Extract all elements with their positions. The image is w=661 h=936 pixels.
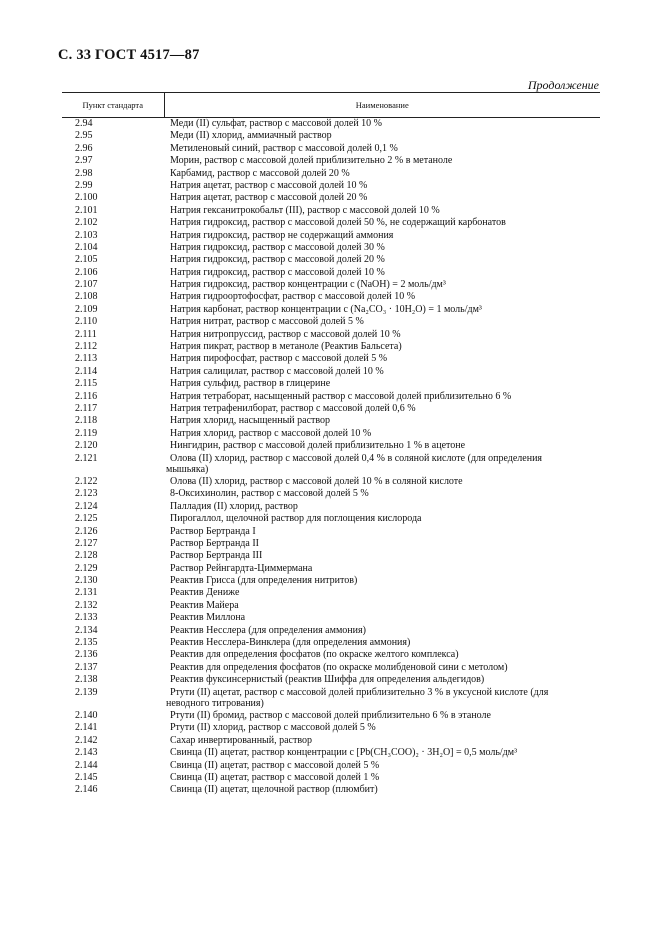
continuation-label: Продолжение — [527, 78, 599, 92]
table-row — [62, 476, 600, 488]
item-name-continuation: мышьяка) — [166, 463, 209, 475]
item-name: Меди (II) сульфат, раствор с массовой долей 10 % — [170, 118, 383, 129]
item-name: Натрия гидроксид, раствор с массовой долей 50 %, не содержащий карбонатов — [170, 217, 506, 229]
table-row — [62, 710, 600, 722]
item-number: 2.107 — [75, 279, 98, 291]
item-name-cell — [164, 254, 600, 266]
table-row — [62, 192, 600, 204]
item-number: 2.102 — [75, 217, 98, 229]
item-name-cell — [164, 501, 600, 513]
item-name-cell — [164, 453, 600, 476]
table-row — [62, 637, 600, 649]
item-name: Реактив Несслера-Винклера (для определения аммония) — [170, 637, 411, 649]
item-name: Раствор Бертранда III — [170, 550, 263, 562]
item-name: Натрия гидроксид, раствор не содержащий аммония — [170, 229, 394, 241]
item-number: 2.101 — [75, 204, 98, 216]
table-row — [62, 242, 600, 254]
item-name: Раствор Бертранда II — [170, 537, 259, 549]
table-row — [62, 600, 600, 612]
item-number: 2.143 — [75, 747, 98, 759]
item-number: 2.123 — [75, 488, 98, 500]
item-name: Палладия (II) хлорид, раствор — [170, 500, 298, 512]
item-number: 2.112 — [75, 341, 98, 353]
table-body — [62, 118, 600, 797]
item-number: 2.117 — [75, 402, 98, 414]
table-row — [62, 428, 600, 440]
item-name-cell — [164, 526, 600, 538]
item-name-cell — [164, 155, 600, 167]
table-row — [62, 267, 600, 279]
item-name: Натрия гидроксид, раствор концентрации c (NaOH) = 2 моль/дм³ — [170, 279, 446, 291]
item-number: 2.133 — [75, 612, 98, 624]
item-number: 2.118 — [75, 415, 98, 427]
item-number: 2.140 — [75, 709, 98, 721]
item-name: Олова (II) хлорид, раствор с массовой долей 10 % в соляной кислоте — [170, 475, 463, 487]
table-row — [62, 155, 600, 167]
item-name-cell — [164, 612, 600, 624]
item-number: 2.137 — [75, 661, 98, 673]
item-name-cell — [164, 772, 600, 784]
item-name: Натрия нитропруссид, раствор с массовой долей 10 % — [170, 328, 401, 340]
item-number: 2.94 — [75, 118, 93, 129]
item-name-cell — [164, 538, 600, 550]
item-name: Карбамид, раствор с массовой долей 20 % — [170, 167, 350, 179]
table-row — [62, 168, 600, 180]
item-name: Реактив Миллона — [170, 612, 246, 624]
item-name: Меди (II) хлорид, аммиачный раствор — [170, 130, 332, 142]
item-number: 2.132 — [75, 599, 98, 611]
item-name-cell — [164, 784, 600, 796]
table-row — [62, 760, 600, 772]
item-name: Натрия ацетат, раствор с массовой долей 10 % — [170, 179, 368, 191]
item-name-cell — [164, 662, 600, 674]
table-row — [62, 784, 600, 796]
item-name: Натрия тетраборат, насыщенный раствор с массовой долей приблизительно 6 % — [170, 390, 512, 402]
column-header-name: Наименование — [164, 93, 600, 118]
item-number: 2.124 — [75, 500, 98, 512]
item-number: 2.128 — [75, 550, 98, 562]
item-name: Реактив Дениже — [170, 587, 240, 599]
table-row — [62, 563, 600, 575]
item-name: Натрия тетрафенилборат, раствор с массовой долей 0,6 % — [170, 402, 416, 414]
item-name: Реактив фуксинсернистый (реактив Шиффа для определения альдегидов) — [170, 674, 485, 686]
item-name: Раствор Рейнгардта-Циммермана — [170, 562, 313, 574]
item-name: Натрия гексанитрокобальт (III), раствор с массовой долей 10 % — [170, 204, 440, 216]
table-row — [62, 415, 600, 427]
item-name-cell — [164, 291, 600, 303]
table-row — [62, 130, 600, 142]
item-name-cell — [164, 230, 600, 242]
item-name-cell — [164, 649, 600, 661]
item-number: 2.114 — [75, 365, 98, 377]
item-number: 2.129 — [75, 562, 98, 574]
table-row — [62, 674, 600, 686]
item-number: 2.145 — [75, 771, 98, 783]
item-number: 2.113 — [75, 353, 98, 365]
table-row — [62, 538, 600, 550]
table-row — [62, 625, 600, 637]
item-number: 2.111 — [75, 328, 97, 340]
item-number: 2.109 — [75, 303, 98, 315]
page-title: С. 33 ГОСТ 4517—87 — [58, 47, 200, 63]
table-row — [62, 488, 600, 500]
item-number: 2.136 — [75, 649, 98, 661]
item-name: Свинца (II) ацетат, раствор концентрации c [Pb(CH₃COO)₂ · 3H₂O] = 0,5 моль/дм³ — [170, 747, 518, 759]
item-name: Натрия пикрат, раствор в метаноле (Реактив Бальсета) — [170, 341, 402, 353]
item-name: Метиленовый синий, раствор с массовой долей 0,1 % — [170, 142, 398, 154]
item-name: Натрия хлорид, раствор с массовой долей 10 % — [170, 427, 372, 439]
reagents-table — [62, 92, 600, 797]
item-name: Натрия пирофосфат, раствор с массовой долей 5 % — [170, 353, 388, 365]
item-name: Натрия сульфид, раствор в глицерине — [170, 378, 331, 390]
item-number: 2.96 — [75, 142, 93, 154]
item-number: 2.141 — [75, 722, 98, 734]
table-row — [62, 526, 600, 538]
item-name-cell — [164, 329, 600, 341]
item-number: 2.103 — [75, 229, 98, 241]
item-name-cell — [164, 600, 600, 612]
item-number: 2.100 — [75, 192, 98, 204]
item-name: Натрия карбонат, раствор концентрации c (Na₂CO₃ · 10H₂O) = 1 моль/дм³ — [170, 303, 482, 315]
item-name-cell — [164, 180, 600, 192]
item-number: 2.146 — [75, 784, 98, 796]
table-row — [62, 291, 600, 303]
item-name: Реактив для определения фосфатов (по окраске молибденовой сини с метолом) — [170, 661, 508, 673]
table-row — [62, 118, 600, 131]
item-name-cell — [164, 710, 600, 722]
item-number: 2.115 — [75, 378, 98, 390]
item-number: 2.135 — [75, 637, 98, 649]
table-row — [62, 341, 600, 353]
item-name-cell — [164, 760, 600, 772]
item-name-cell — [164, 304, 600, 316]
item-number: 2.125 — [75, 513, 98, 525]
item-number: 2.142 — [75, 734, 98, 746]
table-row — [62, 772, 600, 784]
table-row — [62, 230, 600, 242]
item-name-cell — [164, 341, 600, 353]
item-name-cell — [164, 205, 600, 217]
table-row — [62, 649, 600, 661]
item-number: 2.104 — [75, 241, 98, 253]
item-number: 2.108 — [75, 291, 98, 303]
item-name-cell — [164, 242, 600, 254]
item-name-cell — [164, 217, 600, 229]
item-name: Натрия салицилат, раствор с массовой долей 10 % — [170, 365, 384, 377]
item-name-cell — [164, 403, 600, 415]
item-number: 2.126 — [75, 525, 98, 537]
item-name-cell — [164, 440, 600, 452]
item-number: 2.127 — [75, 537, 98, 549]
item-name-cell — [164, 625, 600, 637]
table-row — [62, 453, 600, 476]
item-number: 2.116 — [75, 390, 98, 402]
item-name: Натрия гидроксид, раствор с массовой долей 20 % — [170, 254, 385, 266]
item-name-cell — [164, 415, 600, 427]
item-number: 2.134 — [75, 624, 98, 636]
item-name-cell — [164, 391, 600, 403]
item-name-cell — [164, 353, 600, 365]
item-name-cell — [164, 513, 600, 525]
item-name: 8-Оксихинолин, раствор с массовой долей 5 % — [170, 488, 369, 500]
item-number: 2.110 — [75, 316, 98, 328]
table-row — [62, 279, 600, 291]
table-row — [62, 403, 600, 415]
item-number: 2.139 — [75, 686, 98, 698]
item-name-cell — [164, 637, 600, 649]
item-name-cell — [164, 722, 600, 734]
table-row — [62, 316, 600, 328]
item-name: Реактив Майера — [170, 599, 239, 611]
item-name-cell — [164, 575, 600, 587]
item-name: Пирогаллол, щелочной раствор для поглощения кислорода — [170, 513, 422, 525]
item-name: Нингидрин, раствор с массовой долей приблизительно 1 % в ацетоне — [170, 440, 466, 452]
item-name — [166, 687, 600, 709]
item-name-cell — [164, 488, 600, 500]
table-row — [62, 722, 600, 734]
table-row — [62, 735, 600, 747]
item-name-cell — [164, 143, 600, 155]
table-row — [62, 662, 600, 674]
table-row — [62, 329, 600, 341]
item-name: Ртути (II) бромид, раствор с массовой долей приблизительно 6 % в этаноле — [170, 709, 491, 721]
item-name-cell — [164, 118, 600, 131]
table-row — [62, 575, 600, 587]
item-name: Раствор Бертранда I — [170, 525, 256, 537]
table-row — [62, 378, 600, 390]
item-name: Натрия гидроксид, раствор с массовой долей 10 % — [170, 266, 385, 278]
item-name: Ртути (II) хлорид, раствор с массовой долей 5 % — [170, 722, 376, 734]
item-name-cell — [164, 366, 600, 378]
item-name-cell — [164, 674, 600, 686]
item-name-cell — [164, 279, 600, 291]
item-number: 2.122 — [75, 475, 98, 487]
item-number: 2.99 — [75, 179, 93, 191]
item-name-cell — [164, 687, 600, 710]
item-name: Натрия гидроортофосфат, раствор с массовой долей 10 % — [170, 291, 416, 303]
item-name-cell — [164, 378, 600, 390]
item-name-cell — [164, 130, 600, 142]
table-row — [62, 180, 600, 192]
item-name-cell — [164, 476, 600, 488]
item-name-cell — [164, 192, 600, 204]
table-row — [62, 353, 600, 365]
table-row — [62, 587, 600, 599]
table-row — [62, 217, 600, 229]
item-name: Реактив для определения фосфатов (по окраске желтого комплекса) — [170, 649, 459, 661]
table-row — [62, 550, 600, 562]
item-name: Свинца (II) ацетат, раствор с массовой долей 5 % — [170, 759, 380, 771]
item-number: 2.138 — [75, 674, 98, 686]
table-row — [62, 143, 600, 155]
item-name: Натрия ацетат, раствор с массовой долей 20 % — [170, 192, 368, 204]
item-number: 2.144 — [75, 759, 98, 771]
item-name-cell — [164, 168, 600, 180]
table-row — [62, 747, 600, 759]
item-name: Натрия гидроксид, раствор с массовой долей 30 % — [170, 241, 385, 253]
item-number: 2.105 — [75, 254, 98, 266]
table-row — [62, 513, 600, 525]
item-name-cell — [164, 428, 600, 440]
item-name: Свинца (II) ацетат, раствор с массовой долей 1 % — [170, 771, 380, 783]
item-name — [166, 453, 600, 475]
item-number: 2.95 — [75, 130, 93, 142]
item-name: Свинца (II) ацетат, щелочной раствор (плюмбит) — [170, 784, 378, 796]
item-name: Реактив Несслера (для определения аммония) — [170, 624, 366, 636]
item-number: 2.120 — [75, 440, 98, 452]
item-name-cell — [164, 316, 600, 328]
item-name-continuation: неводного титрования) — [166, 697, 264, 709]
item-name-cell — [164, 735, 600, 747]
item-name-cell — [164, 267, 600, 279]
table-row — [62, 612, 600, 624]
item-name: Натрия нитрат, раствор с массовой долей 5 % — [170, 316, 364, 328]
item-name-first-line: Олова (II) хлорид, раствор с массовой долей 0,4 % в соляной кислоте (для определения — [170, 452, 543, 464]
column-header-number: Пункт стандарта — [62, 93, 164, 118]
table-row — [62, 440, 600, 452]
table-header-row — [62, 93, 600, 118]
item-name: Сахар инвертированный, раствор — [170, 734, 313, 746]
item-name: Реактив Грисса (для определения нитритов) — [170, 575, 358, 587]
item-name: Морин, раствор с массовой долей приблизительно 2 % в метаноле — [170, 155, 453, 167]
item-number: 2.106 — [75, 266, 98, 278]
item-number: 2.131 — [75, 587, 98, 599]
item-number: 2.98 — [75, 167, 93, 179]
item-number: 2.121 — [75, 452, 98, 464]
item-name-first-line: Ртути (II) ацетат, раствор с массовой долей приблизительно 3 % в уксусной кислоте (для — [170, 686, 549, 698]
item-number: 2.97 — [75, 155, 93, 167]
item-number: 2.119 — [75, 427, 98, 439]
table-row — [62, 687, 600, 710]
table-row — [62, 391, 600, 403]
item-name-cell — [164, 550, 600, 562]
table-row — [62, 254, 600, 266]
table-row — [62, 501, 600, 513]
item-name-cell — [164, 587, 600, 599]
item-name: Натрия хлорид, насыщенный раствор — [170, 415, 331, 427]
item-name-cell — [164, 747, 600, 759]
table-row — [62, 304, 600, 316]
item-name-cell — [164, 563, 600, 575]
item-number: 2.130 — [75, 575, 98, 587]
table-row — [62, 366, 600, 378]
table-row — [62, 205, 600, 217]
